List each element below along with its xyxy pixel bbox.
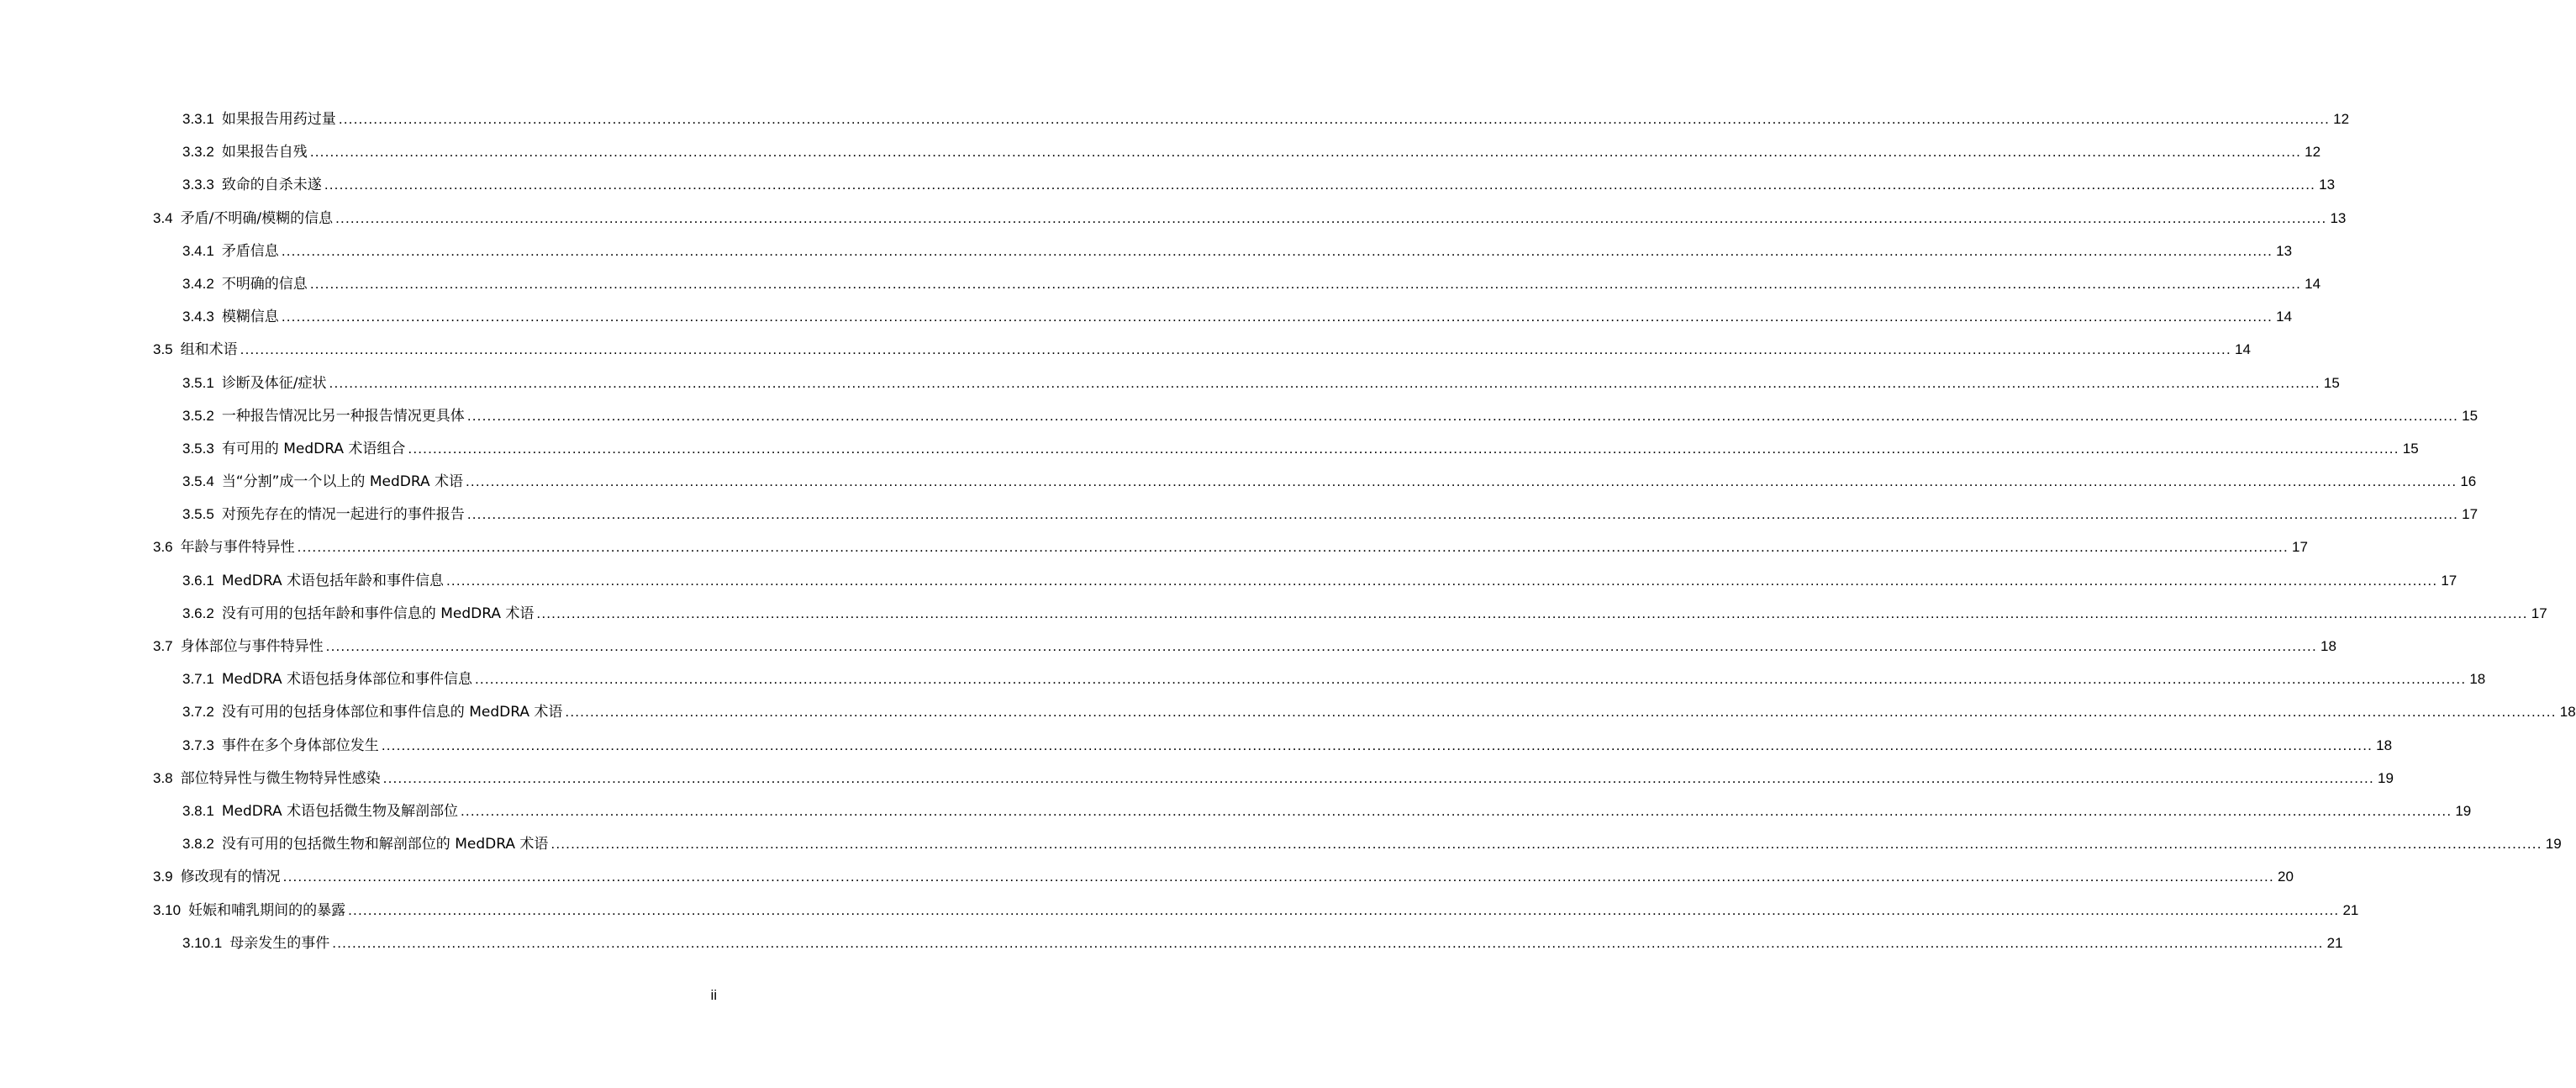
toc-entry[interactable] xyxy=(0,531,2308,563)
toc-entry-title: 对预先存在的情况一起进行的事件报告 xyxy=(221,506,465,524)
toc-entry[interactable] xyxy=(0,597,2547,630)
toc-entry[interactable] xyxy=(0,135,2321,168)
toc-entry-title: 当“分割”成一个以上的 MedDRA 术语 xyxy=(221,473,463,491)
toc-dot-leader: ................................................................................................................................................................................................................................................................................................................................................................................................................ xyxy=(338,111,2331,127)
toc-entry-title: MedDRA 术语包括年龄和事件信息 xyxy=(221,572,444,589)
toc-entry-number: 3.4 xyxy=(153,209,173,226)
toc-entry-page: 17 xyxy=(2441,572,2457,589)
toc-entry[interactable] xyxy=(0,630,2336,663)
toc-entry-title: 修改现有的情况 xyxy=(180,869,281,886)
toc-entry-page: 18 xyxy=(2559,704,2576,721)
toc-entry[interactable] xyxy=(0,762,2394,795)
toc-dot-leader: ................................................................................................................................................................................................................................................................................................................................................................................................................ xyxy=(460,802,2452,819)
toc-dot-leader: ................................................................................................................................................................................................................................................................................................................................................................................................................ xyxy=(282,869,2274,885)
toc-entry-number: 3.3.3 xyxy=(182,177,214,193)
toc-entry[interactable] xyxy=(0,860,2294,893)
toc-entry[interactable] xyxy=(0,235,2293,267)
toc-entry-title: 矛盾/不明确/模糊的信息 xyxy=(180,209,334,227)
toc-dot-leader: ................................................................................................................................................................................................................................................................................................................................................................................................................ xyxy=(536,605,2528,621)
toc-entry-number: 3.7.1 xyxy=(182,671,214,688)
toc-entry-title: 模糊信息 xyxy=(221,309,279,326)
toc-entry-number: 3.5.3 xyxy=(182,440,214,457)
toc-entry-page: 12 xyxy=(2305,144,2321,161)
toc-entry[interactable] xyxy=(0,202,2347,235)
toc-entry-page: 21 xyxy=(2326,934,2343,951)
toc-entry-page: 18 xyxy=(2376,737,2393,753)
toc-entry-page: 13 xyxy=(2276,242,2293,259)
toc-entry-number: 3.8 xyxy=(153,769,173,786)
page-number-footer: ii xyxy=(710,987,717,1003)
toc-entry-number: 3.4.3 xyxy=(182,309,214,325)
toc-entry-title: 年龄与事件特异性 xyxy=(180,539,295,557)
toc-dot-leader: ................................................................................................................................................................................................................................................................................................................................................................................................................ xyxy=(445,572,2438,589)
toc-entry-page: 20 xyxy=(2277,869,2294,885)
toc-entry-number: 3.6.1 xyxy=(182,572,214,589)
toc-entry-page: 14 xyxy=(2276,309,2293,325)
toc-entry-number: 3.5.4 xyxy=(182,473,214,490)
toc-entry[interactable] xyxy=(0,300,2293,333)
toc-dot-leader: ................................................................................................................................................................................................................................................................................................................................................................................................................ xyxy=(382,769,2374,786)
toc-entry-page: 19 xyxy=(2377,769,2394,786)
toc-entry-title: 没有可用的包括年龄和事件信息的 MedDRA 术语 xyxy=(221,605,535,622)
toc-entry-title: 一种报告情况比另一种报告情况更具体 xyxy=(221,407,465,425)
toc-entry-number: 3.5.2 xyxy=(182,407,214,424)
toc-dot-leader: ................................................................................................................................................................................................................................................................................................................................................................................................................ xyxy=(281,309,2273,325)
toc-entry-number: 3.3.1 xyxy=(182,111,214,127)
toc-entry[interactable] xyxy=(0,103,2350,135)
toc-entry-page: 18 xyxy=(2320,638,2336,654)
toc-entry-page: 21 xyxy=(2342,901,2359,918)
toc-dot-leader: ................................................................................................................................................................................................................................................................................................................................................................................................................ xyxy=(466,473,2457,490)
toc-dot-leader: ................................................................................................................................................................................................................................................................................................................................................................................................................ xyxy=(408,440,2400,457)
toc-entry-number: 3.6.2 xyxy=(182,605,214,621)
toc-entry[interactable] xyxy=(0,894,2359,927)
toc-dot-leader: ................................................................................................................................................................................................................................................................................................................................................................................................................ xyxy=(325,638,2317,654)
toc-entry-number: 3.5.5 xyxy=(182,506,214,523)
toc-entry[interactable] xyxy=(0,795,2472,827)
toc-entry-title: 没有可用的包括身体部位和事件信息的 MedDRA 术语 xyxy=(221,704,563,721)
toc-dot-leader: ................................................................................................................................................................................................................................................................................................................................................................................................................ xyxy=(332,934,2324,951)
table-of-contents xyxy=(0,103,2576,959)
toc-entry-number: 3.3.2 xyxy=(182,144,214,161)
toc-entry-number: 3.7.3 xyxy=(182,737,214,753)
toc-dot-leader: ................................................................................................................................................................................................................................................................................................................................................................................................................ xyxy=(281,242,2273,259)
toc-entry-page: 15 xyxy=(2402,440,2419,457)
toc-entry-title: MedDRA 术语包括微生物及解剖部位 xyxy=(221,802,458,820)
toc-dot-leader: ................................................................................................................................................................................................................................................................................................................................................................................................................ xyxy=(474,671,2467,688)
toc-entry-number: 3.9 xyxy=(153,869,173,885)
toc-entry-number: 3.8.2 xyxy=(182,836,214,853)
toc-entry[interactable] xyxy=(0,498,2479,531)
toc-dot-leader: ................................................................................................................................................................................................................................................................................................................................................................................................................ xyxy=(324,177,2316,193)
toc-entry[interactable] xyxy=(0,663,2486,695)
toc-entry[interactable] xyxy=(0,465,2477,498)
toc-entry-title: 诊断及体征/症状 xyxy=(221,374,327,392)
toc-dot-leader: ................................................................................................................................................................................................................................................................................................................................................................................................................ xyxy=(309,275,2302,292)
toc-entry-title: 妊娠和哺乳期间的的暴露 xyxy=(188,901,346,919)
toc-entry-page: 15 xyxy=(2323,374,2340,391)
toc-entry-number: 3.8.1 xyxy=(182,802,214,819)
toc-entry-page: 18 xyxy=(2469,671,2486,688)
toc-entry-page: 17 xyxy=(2531,605,2547,621)
toc-entry-title: 组和术语 xyxy=(180,341,238,359)
toc-entry-title: 矛盾信息 xyxy=(221,242,279,260)
toc-dot-leader: ................................................................................................................................................................................................................................................................................................................................................................................................................ xyxy=(381,737,2373,753)
toc-entry-number: 3.7.2 xyxy=(182,704,214,721)
toc-entry[interactable] xyxy=(0,729,2393,762)
toc-dot-leader: ................................................................................................................................................................................................................................................................................................................................................................................................................ xyxy=(565,704,2557,721)
toc-entry-number: 3.7 xyxy=(153,638,173,654)
toc-entry[interactable] xyxy=(0,432,2419,465)
toc-entry-number: 3.5 xyxy=(153,341,173,358)
toc-entry[interactable] xyxy=(0,399,2479,432)
toc-entry-number: 3.10 xyxy=(153,901,182,918)
toc-entry[interactable] xyxy=(0,267,2321,300)
toc-dot-leader: ................................................................................................................................................................................................................................................................................................................................................................................................................ xyxy=(335,209,2327,226)
toc-dot-leader: ................................................................................................................................................................................................................................................................................................................................................................................................................ xyxy=(550,836,2542,853)
toc-entry-number: 3.5.1 xyxy=(182,374,214,391)
toc-entry[interactable] xyxy=(0,168,2336,201)
toc-entry-page: 17 xyxy=(2291,539,2308,556)
toc-entry-title: 如果报告自残 xyxy=(221,144,308,161)
toc-entry-title: 身体部位与事件特异性 xyxy=(180,638,324,655)
toc-entry-page: 12 xyxy=(2333,111,2350,127)
toc-dot-leader: ................................................................................................................................................................................................................................................................................................................................................................................................................ xyxy=(240,341,2231,358)
toc-entry-title: 部位特异性与微生物特异性感染 xyxy=(180,769,381,787)
toc-entry-page: 19 xyxy=(2545,836,2562,853)
toc-entry-page: 14 xyxy=(2234,341,2251,358)
toc-entry[interactable] xyxy=(0,927,2343,959)
toc-entry-title: 母亲发生的事件 xyxy=(229,934,330,952)
toc-entry-number: 3.10.1 xyxy=(182,934,223,951)
toc-entry-title: 致命的自杀未遂 xyxy=(221,177,322,194)
toc-entry[interactable] xyxy=(0,333,2251,366)
toc-entry-number: 3.4.1 xyxy=(182,242,214,259)
toc-entry-page: 15 xyxy=(2462,407,2479,424)
toc-entry-title: 如果报告用药过量 xyxy=(221,111,336,128)
toc-entry-number: 3.4.2 xyxy=(182,275,214,292)
toc-entry-title: 事件在多个身体部位发生 xyxy=(221,737,379,754)
toc-dot-leader: ................................................................................................................................................................................................................................................................................................................................................................................................................ xyxy=(466,407,2459,424)
toc-entry-title: 有可用的 MedDRA 术语组合 xyxy=(221,440,406,457)
toc-dot-leader: ................................................................................................................................................................................................................................................................................................................................................................................................................ xyxy=(329,374,2321,391)
toc-entry[interactable] xyxy=(0,367,2340,399)
toc-entry-title: 没有可用的包括微生物和解剖部位的 MedDRA 术语 xyxy=(221,836,549,853)
toc-dot-leader: ................................................................................................................................................................................................................................................................................................................................................................................................................ xyxy=(466,506,2459,523)
toc-dot-leader: ................................................................................................................................................................................................................................................................................................................................................................................................................ xyxy=(297,539,2289,556)
toc-entry[interactable] xyxy=(0,564,2457,597)
toc-entry-page: 13 xyxy=(2319,177,2336,193)
toc-entry-title: MedDRA 术语包括身体部位和事件信息 xyxy=(221,671,472,689)
toc-entry[interactable] xyxy=(0,695,2576,728)
toc-entry-page: 17 xyxy=(2462,506,2479,523)
toc-dot-leader: ................................................................................................................................................................................................................................................................................................................................................................................................................ xyxy=(348,901,2340,918)
toc-entry-title: 不明确的信息 xyxy=(221,275,308,293)
toc-entry-number: 3.6 xyxy=(153,539,173,556)
toc-dot-leader: ................................................................................................................................................................................................................................................................................................................................................................................................................ xyxy=(309,144,2302,161)
toc-entry-page: 19 xyxy=(2455,802,2472,819)
toc-entry-page: 13 xyxy=(2330,209,2347,226)
toc-entry-page: 16 xyxy=(2460,473,2477,490)
toc-entry-page: 14 xyxy=(2305,275,2321,292)
toc-entry[interactable] xyxy=(0,827,2562,860)
